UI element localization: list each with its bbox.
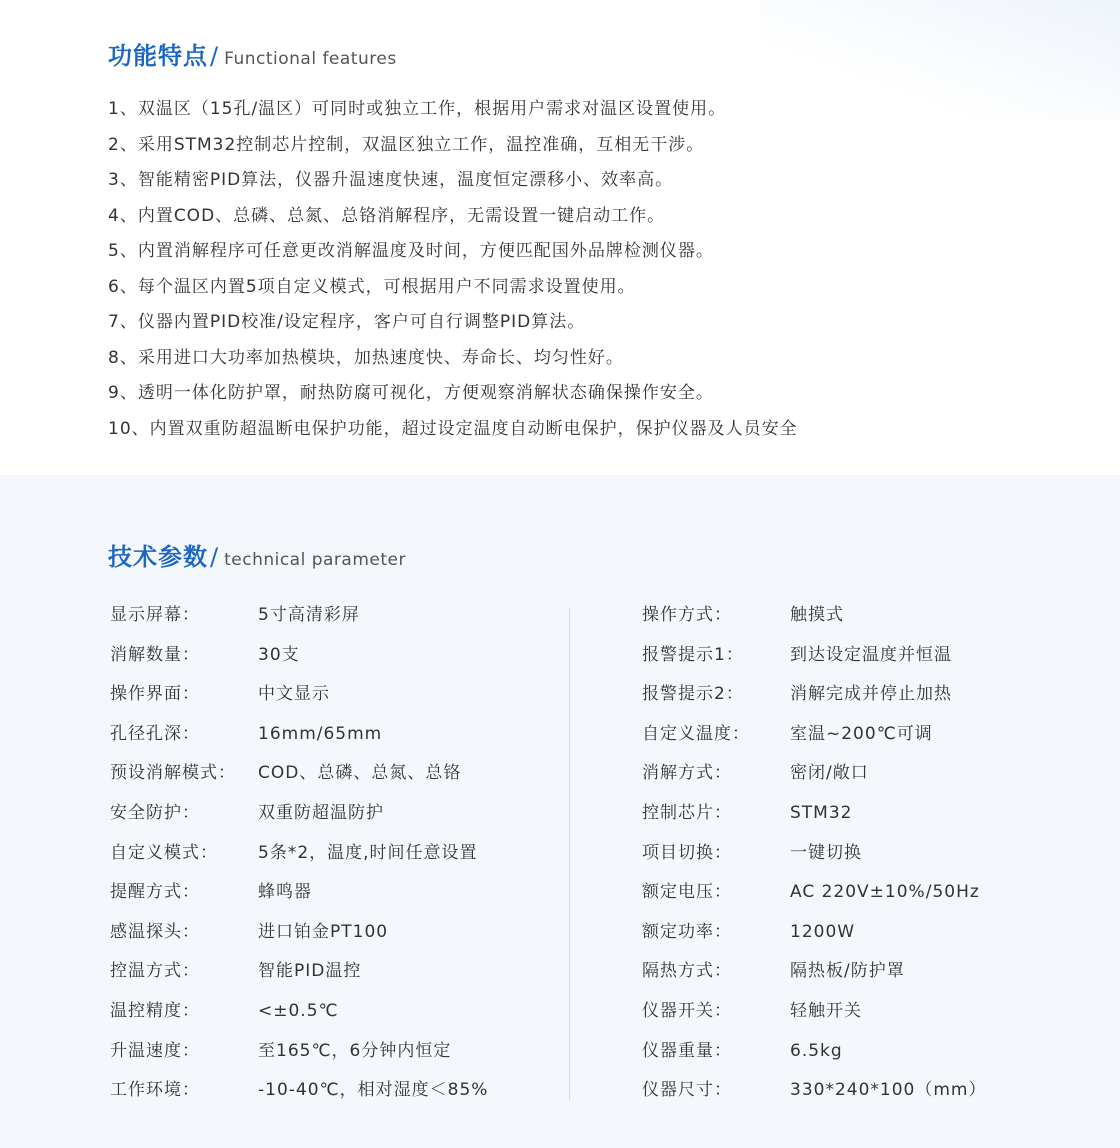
param-label: 预设消解模式：	[110, 763, 236, 784]
param-value: 5条*2，温度,时间任意设置	[258, 842, 478, 863]
param-row	[642, 596, 986, 636]
param-value: 密闭/敞口	[790, 763, 869, 784]
param-label: 仪器开关：	[642, 1000, 732, 1021]
feature-item: 7、仪器内置PID校准/设定程序，客户可自行调整PID算法。	[108, 312, 586, 332]
param-value: 智能PID温控	[258, 961, 362, 982]
param-value: 16mm/65mm	[258, 723, 383, 744]
param-label: 仪器重量：	[642, 1040, 732, 1061]
param-label: 显示屏幕：	[110, 605, 200, 625]
param-label: 自定义模式：	[110, 842, 218, 863]
param-label: 隔热方式：	[642, 961, 732, 982]
feature-item: 1、双温区（15孔/温区）可同时或独立工作，根据用户需求对温区设置使用。	[108, 99, 727, 119]
param-row	[110, 715, 488, 755]
feature-item: 9、透明一体化防护罩，耐热防腐可视化，方便观察消解状态确保操作安全。	[108, 383, 714, 403]
param-row	[642, 636, 986, 676]
feature-item: 2、采用STM32控制芯片控制，双温区独立工作，温控准确，互相无干涉。	[108, 134, 705, 155]
param-row	[110, 834, 488, 874]
param-row	[642, 1071, 986, 1111]
param-label: 升温速度：	[110, 1040, 200, 1061]
param-label: 安全防护：	[110, 802, 200, 823]
param-label: 提醒方式：	[110, 882, 200, 903]
param-label: 孔径孔深：	[110, 723, 200, 744]
param-label: 控温方式：	[110, 961, 200, 982]
param-label: 工作环境：	[110, 1080, 200, 1101]
param-row	[642, 1032, 986, 1072]
param-value: 一键切换	[790, 842, 862, 863]
params-title-slash: /	[210, 543, 219, 571]
param-label: 仪器尺寸：	[642, 1080, 732, 1101]
corner-decoration	[760, 0, 1120, 120]
features-heading	[108, 36, 397, 71]
param-value: 到达设定温度并恒温	[790, 644, 952, 665]
column-divider	[569, 608, 570, 1100]
param-value: COD、总磷、总氮、总铬	[258, 763, 462, 784]
param-row	[110, 636, 488, 676]
params-heading	[108, 537, 406, 572]
param-row	[642, 675, 986, 715]
param-value: 蜂鸣器	[258, 882, 312, 903]
param-value: 中文显示	[258, 684, 330, 705]
features-title-cn: 功能特点	[108, 42, 208, 70]
param-label: 额定功率：	[642, 921, 732, 942]
param-label: 报警提示1：	[642, 644, 744, 665]
param-label: 操作方式：	[642, 605, 732, 625]
param-label: 操作界面：	[110, 684, 200, 705]
param-label: 自定义温度：	[642, 723, 750, 744]
param-row	[642, 715, 986, 755]
param-row	[642, 873, 986, 913]
features-title-en: Functional features	[224, 49, 397, 69]
params-left-column	[110, 596, 488, 1111]
param-value: 室温~200℃可调	[790, 723, 933, 744]
params-title-cn: 技术参数	[108, 543, 208, 571]
param-value: 进口铂金PT100	[258, 921, 389, 942]
feature-item: 5、内置消解程序可任意更改消解温度及时间，方便匹配国外品牌检测仪器。	[108, 241, 714, 261]
param-row	[110, 873, 488, 913]
param-value: 330*240*100（mm）	[790, 1080, 987, 1101]
param-label: 控制芯片：	[642, 802, 732, 823]
param-row	[642, 952, 986, 992]
param-value: 触摸式	[790, 605, 844, 625]
param-row	[110, 1032, 488, 1072]
param-row	[110, 913, 488, 953]
param-row	[110, 596, 488, 636]
param-value: -10-40℃，相对湿度＜85%	[258, 1080, 489, 1101]
params-title-en: technical parameter	[224, 550, 406, 570]
param-row	[642, 754, 986, 794]
param-label: 感温探头：	[110, 921, 200, 942]
feature-item: 4、内置COD、总磷、总氮、总铬消解程序，无需设置一键启动工作。	[108, 205, 666, 226]
params-right-column	[642, 596, 986, 1111]
feature-item: 10、内置双重防超温断电保护功能，超过设定温度自动断电保护，保护仪器及人员安全	[108, 418, 798, 439]
param-label: 额定电压：	[642, 882, 732, 903]
features-title-slash: /	[210, 42, 219, 70]
param-row	[110, 754, 488, 794]
param-row	[642, 913, 986, 953]
param-row	[110, 952, 488, 992]
param-value: 5寸高清彩屏	[258, 605, 360, 625]
param-value: 1200W	[790, 921, 856, 942]
feature-item: 6、每个温区内置5项自定义模式，可根据用户不同需求设置使用。	[108, 276, 636, 297]
param-row	[110, 675, 488, 715]
param-label: 温控精度：	[110, 1000, 200, 1021]
param-value: 隔热板/防护罩	[790, 961, 905, 982]
param-label: 项目切换：	[642, 842, 732, 863]
param-label: 报警提示2：	[642, 684, 744, 705]
param-row	[110, 794, 488, 834]
feature-item: 8、采用进口大功率加热模块，加热速度快、寿命长、均匀性好。	[108, 347, 624, 368]
param-value: 至165℃，6分钟内恒定	[258, 1040, 452, 1061]
features-list	[108, 92, 798, 447]
feature-item: 3、智能精密PID算法，仪器升温速度快速，温度恒定漂移小、效率高。	[108, 170, 674, 190]
param-value: 双重防超温防护	[258, 802, 384, 823]
param-value: 轻触开关	[790, 1000, 862, 1021]
param-row	[642, 794, 986, 834]
param-row	[110, 992, 488, 1032]
param-label: 消解数量：	[110, 644, 200, 665]
param-value: <±0.5℃	[258, 1000, 339, 1021]
param-value: 6.5kg	[790, 1040, 843, 1061]
param-row	[642, 992, 986, 1032]
param-value: 30支	[258, 644, 300, 665]
param-label: 消解方式：	[642, 763, 732, 784]
param-value: AC 220V±10%/50Hz	[790, 882, 980, 903]
param-value: STM32	[790, 802, 853, 823]
param-value: 消解完成并停止加热	[790, 684, 952, 705]
param-row	[642, 834, 986, 874]
param-row	[110, 1071, 488, 1111]
